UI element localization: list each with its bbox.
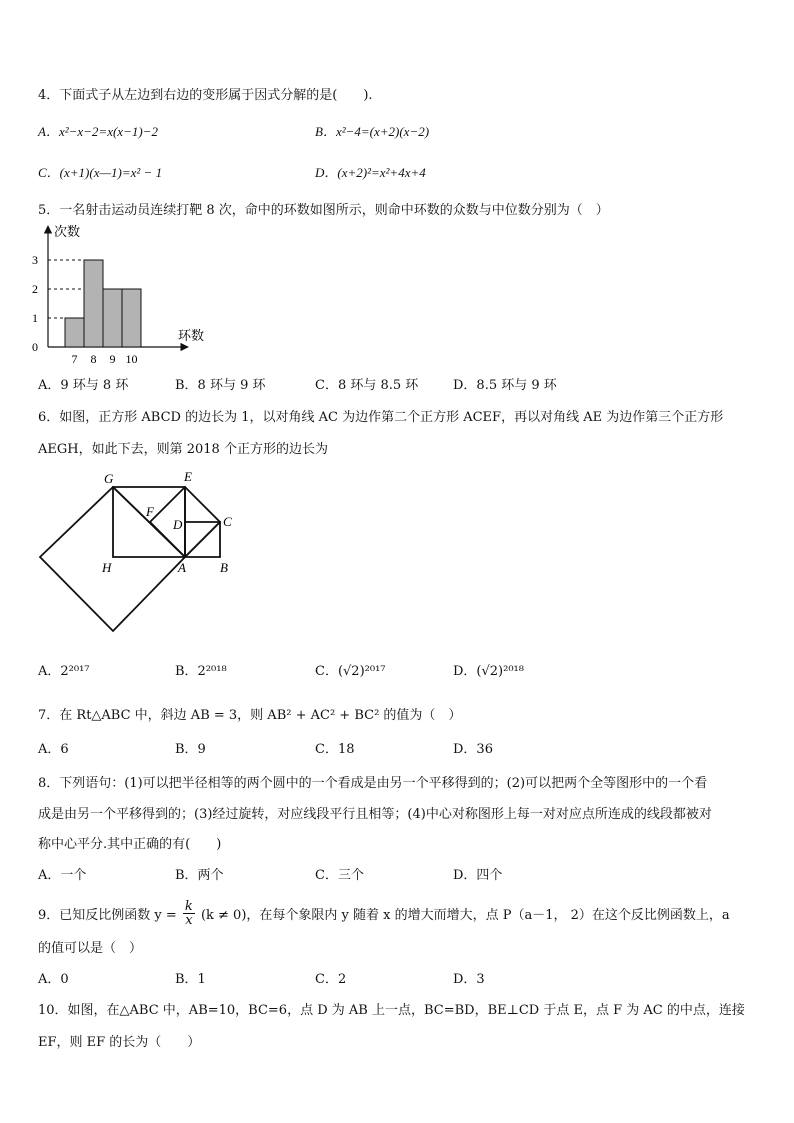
bar-8 [84, 260, 103, 347]
q9-stem-line2: 的值可以是（ ） [38, 941, 143, 956]
q9-fraction-denominator: x [185, 913, 193, 928]
label-A: A [178, 560, 186, 575]
q5-option-b: B．8 环与 9 环 [175, 378, 266, 393]
q9-option-c: C．2 [315, 972, 347, 987]
q6-stem-line1: 6．如图，正方形 ABCD 的边长为 1，以对角线 AC 为边作第二个正方形 ACEF，再以对角线 AE 为边作第三个正方形 [38, 410, 724, 425]
q9-fraction-numerator: k [184, 899, 193, 914]
q8-option-d: D．四个 [453, 868, 503, 883]
x-tick-label-9: 9 [109, 352, 116, 366]
y-tick-label-2: 2 [32, 282, 38, 296]
q9-stem-line1 [38, 899, 730, 929]
label-G: G [104, 471, 114, 486]
q6-option-a: A．2²⁰¹⁷ [38, 664, 90, 679]
q8-option-b: B．两个 [175, 868, 224, 883]
q7-option-d: D．36 [453, 742, 493, 757]
q9-option-a: A．0 [38, 972, 69, 987]
q9-option-d: D．3 [453, 972, 485, 987]
q4-option-d: D．(x+2)²=x²+4x+4 [315, 165, 426, 180]
q7-option-c: C．18 [315, 742, 355, 757]
q7-stem: 7．在 Rt△ABC 中，斜边 AB = 3，则 AB² + AC² + BC² 的值为（ ） [38, 708, 462, 723]
bar-10 [122, 289, 141, 347]
q8-option-c: C．三个 [315, 868, 364, 883]
bar-9 [103, 289, 122, 347]
q6-stem-line2: AEGH，如此下去，则第 2018 个正方形的边长为 [38, 442, 328, 457]
q6-option-d: D．(√2)²⁰¹⁸ [453, 664, 524, 679]
q9-fraction [183, 900, 195, 927]
q5-option-a: A．9 环与 8 环 [38, 378, 129, 393]
label-H: H [102, 560, 112, 575]
q9-stem-pre: 9．已知反比例函数 y = [38, 908, 177, 923]
q9-stem-post: (k ≠ 0)，在每个象限内 y 随着 x 的增大而增大，点 P（a－1， 2）在这个反比例函数上，a [200, 908, 730, 923]
label-B: B [220, 560, 228, 575]
x-axis-label: 环数 [178, 328, 205, 343]
label-F: F [146, 504, 154, 519]
q9-option-b: B．1 [175, 972, 206, 987]
q4-option-c: C．(x+1)(x—1)=x² − 1 [38, 165, 163, 180]
x-tick-label-8: 8 [90, 352, 97, 366]
q6-option-c: C．(√2)²⁰¹⁷ [315, 664, 386, 679]
y-tick-label-0: 0 [32, 340, 38, 354]
q8-stem-line3: 称中心平分.其中正确的有( ) [38, 837, 222, 852]
q4-option-b: B．x²−4=(x+2)(x−2) [315, 124, 430, 139]
q8-stem-line2: 成是由另一个平移得到的；(3)经过旋转，对应线段平行且相等；(4)中心对称图形上每一对对应点所连成的线段都被对 [38, 807, 712, 822]
q7-option-b: B．9 [175, 742, 206, 757]
x-tick-label-7: 7 [71, 352, 78, 366]
q8-stem-line1: 8．下列语句：(1)可以把半径相等的两个圆中的一个看成是由另一个平移得到的；(2)可以把两个全等图形中的一个看 [38, 776, 708, 791]
q4-stem: 4．下面式子从左边到右边的变形属于因式分解的是( ). [38, 88, 373, 103]
q7-option-a: A．6 [38, 742, 69, 757]
x-tick-label-10: 10 [125, 352, 138, 366]
q6-option-b: B．2²⁰¹⁸ [175, 664, 227, 679]
q10-stem-line2: EF，则 EF 的长为（ ） [38, 1035, 201, 1050]
shooting-bar-chart [28, 220, 228, 370]
q4-option-a: A．x²−x−2=x(x−1)−2 [38, 124, 158, 139]
label-C: C [223, 514, 232, 529]
label-E: E [184, 469, 192, 484]
label-D: D [173, 517, 183, 532]
q5-option-c: C．8 环与 8.5 环 [315, 378, 419, 393]
bar-7 [65, 318, 84, 347]
q10-stem-line1: 10．如图，在△ABC 中，AB=10，BC=6，点 D 为 AB 上一点，BC=BD，BE⊥CD 于点 E，点 F 为 AC 的中点，连接 [38, 1003, 745, 1018]
q8-option-a: A．一个 [38, 868, 87, 883]
y-axis-label: 次数 [54, 224, 81, 239]
y-tick-label-3: 3 [32, 253, 38, 267]
y-tick-label-1: 1 [32, 311, 38, 325]
q5-option-d: D．8.5 环与 9 环 [453, 378, 557, 393]
squares-figure [30, 465, 240, 635]
q5-stem: 5．一名射击运动员连续打靶 8 次，命中的环数如图所示，则命中环数的众数与中位数分别为（ ） [38, 203, 609, 218]
